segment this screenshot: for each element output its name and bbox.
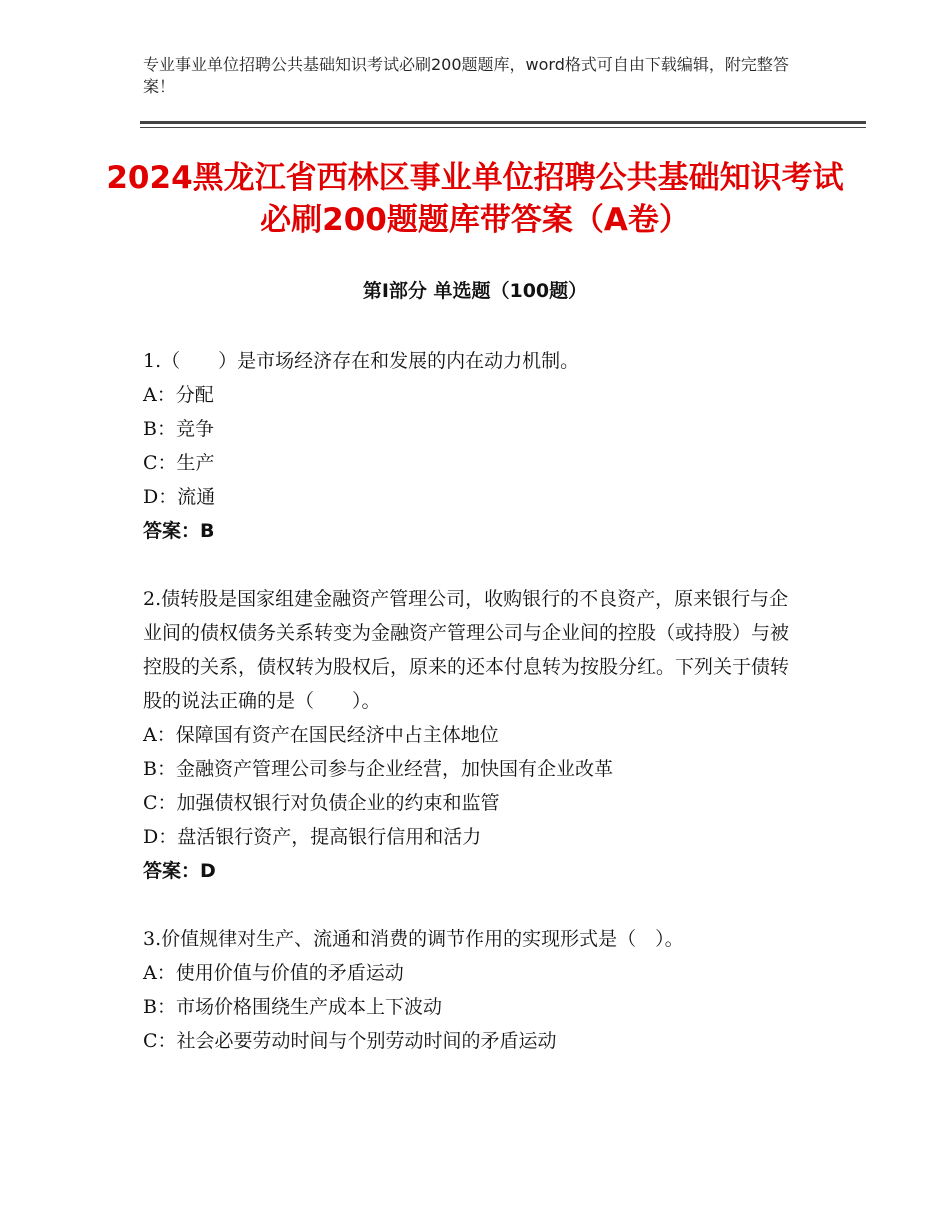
header-note: 专业事业单位招聘公共基础知识考试必刷200题题库，word格式可自由下载编辑，附完整答案！ bbox=[143, 55, 789, 96]
option-c: C：加强债权银行对负债企业的约束和监管 bbox=[143, 792, 500, 814]
section-heading: 第Ⅰ部分 单选题（100题） bbox=[362, 280, 588, 302]
question-list bbox=[143, 344, 803, 1058]
option-c: C：生产 bbox=[143, 452, 215, 474]
option-c: C：社会必要劳动时间与个别劳动时间的矛盾运动 bbox=[143, 1030, 557, 1052]
header-divider-thick bbox=[140, 121, 866, 124]
option-b: B：市场价格围绕生产成本上下波动 bbox=[143, 996, 442, 1018]
spacer bbox=[143, 888, 803, 922]
option-d: D：盘活银行资产，提高银行信用和活力 bbox=[143, 826, 482, 848]
header-divider-thin bbox=[140, 127, 866, 128]
option-a: A：分配 bbox=[143, 384, 214, 406]
document-title: 2024黑龙江省西林区事业单位招聘公共基础知识考试必刷200题题库带答案（A卷） bbox=[106, 160, 844, 238]
answer: 答案：D bbox=[143, 860, 216, 882]
answer: 答案：B bbox=[143, 520, 215, 542]
question-3 bbox=[143, 922, 803, 1058]
question-stem: 3.价值规律对生产、流通和消费的调节作用的实现形式是（ ）。 bbox=[143, 928, 684, 950]
option-a: A：保障国有资产在国民经济中占主体地位 bbox=[143, 724, 499, 746]
option-b: B：竞争 bbox=[143, 418, 214, 440]
question-1 bbox=[143, 344, 803, 548]
question-stem: 1.（ ）是市场经济存在和发展的内在动力机制。 bbox=[143, 350, 580, 372]
option-b: B：金融资产管理公司参与企业经营，加快国有企业改革 bbox=[143, 758, 613, 780]
spacer bbox=[143, 548, 803, 582]
question-stem: 2.债转股是国家组建金融资产管理公司，收购银行的不良资产，原来银行与企业间的债权债务关系转变为金融资产管理公司与企业间的控股（或持股）与被控股的关系，债权转为股权后，原来的还本付息转为按股分红。下列关于债转股的说法正确的是（ ）。 bbox=[143, 588, 790, 712]
option-a: A：使用价值与价值的矛盾运动 bbox=[143, 962, 404, 984]
option-d: D：流通 bbox=[143, 486, 216, 508]
question-2 bbox=[143, 582, 803, 888]
